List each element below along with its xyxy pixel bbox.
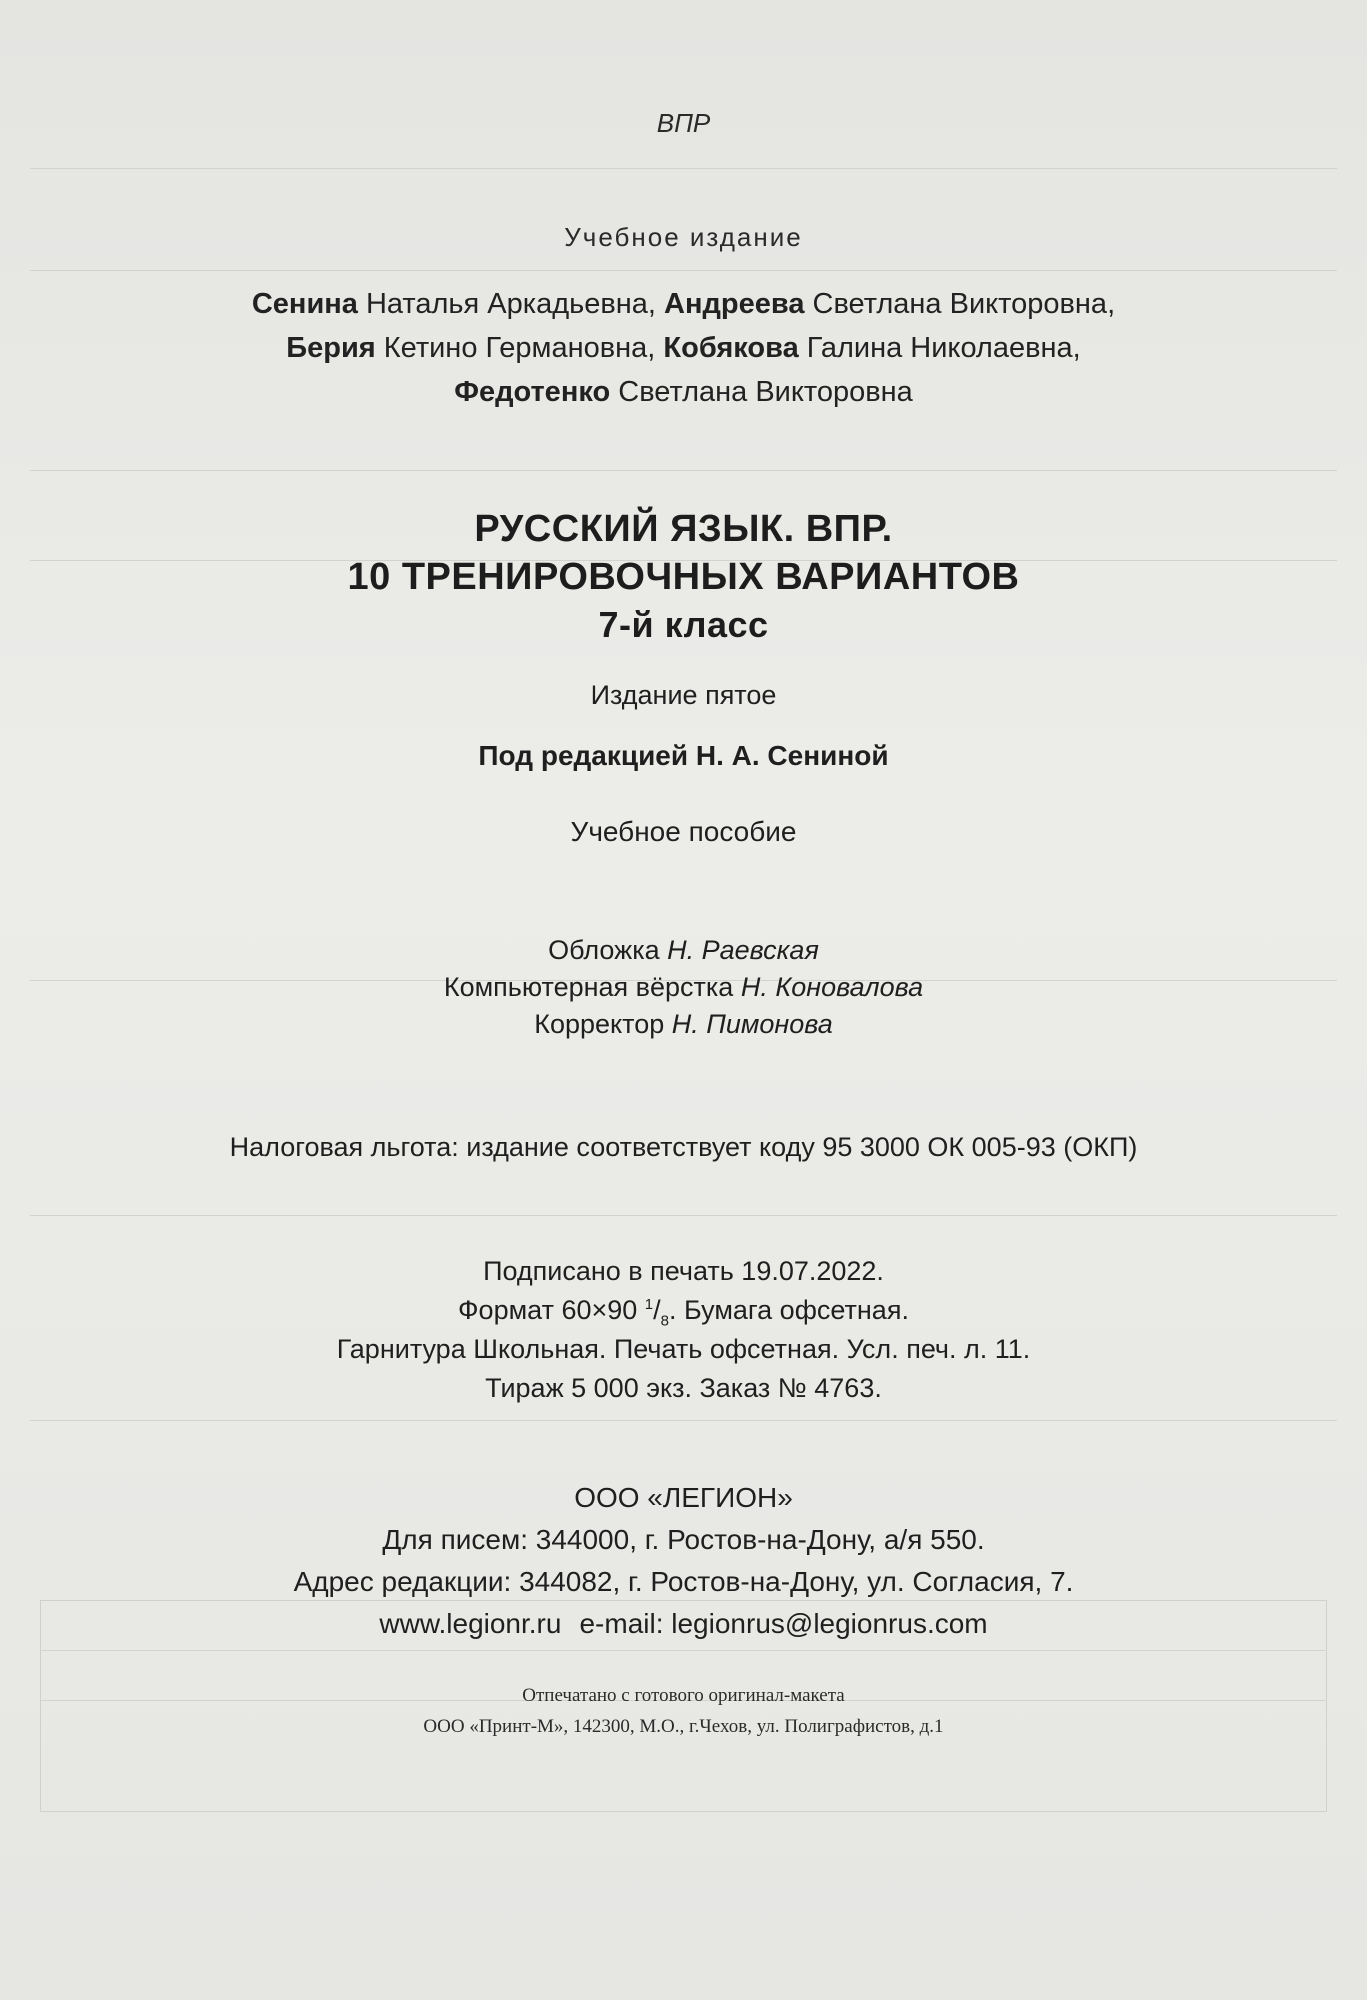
print-signed: Подписано в печать 19.07.2022. [483, 1256, 884, 1286]
print-format: Формат 60×90 $^1/_8$. Бумага офсетная. [458, 1295, 909, 1330]
bleed-through-line [30, 1215, 1337, 1216]
credit-layout [0, 972, 1367, 1003]
publisher-mail: Для писем: 344000, г. Ростов-на-Дону, а/я 550. [382, 1524, 985, 1555]
author-name: Наталья Аркадьевна, [365, 288, 656, 320]
printer-address: ООО «Принт-М», 142300, М.О., г.Чехов, ул. Полиграфистов, д.1 [423, 1716, 944, 1737]
book-grade: 7-й класс [598, 604, 769, 645]
publisher-website: www.legionr.ru [379, 1608, 562, 1639]
edition-number: Издание пятое [590, 680, 777, 710]
credit-cover [0, 935, 1367, 966]
author-name: Светлана Викторовна [618, 376, 913, 408]
format-numerator: 1 [644, 1296, 654, 1313]
credit-person: Н. Коновалова [740, 972, 924, 1002]
series-label: ВПР [656, 108, 711, 138]
credit-role: Компьютерная вёрстка [443, 972, 734, 1002]
publisher-email: e-mail: legionrus@legionrus.com [579, 1608, 988, 1639]
print-typeface: Гарнитура Школьная. Печать офсетная. Усл. печ. л. 11. [336, 1334, 1031, 1364]
printer-note: Отпечатано с готового оригинал-макета [522, 1685, 845, 1706]
author-surname: Берия [286, 332, 376, 364]
publisher-address: Адрес редакции: 344082, г. Ростов-на-Дону, ул. Согласия, 7. [293, 1566, 1074, 1597]
tax-note: Налоговая льгота: издание соответствует коду 95 3000 ОК 005-93 (ОКП) [229, 1132, 1138, 1162]
book-kind: Учебное пособие [570, 816, 797, 847]
format-denominator: 8 [660, 1312, 669, 1330]
publisher-name: ООО «ЛЕГИОН» [574, 1482, 793, 1513]
edition-type: Учебное издание [564, 222, 803, 252]
credit-person: Н. Пимонова [671, 1009, 833, 1039]
author-surname: Андреева [664, 288, 805, 320]
authors-line-3 [0, 376, 1367, 409]
author-surname: Федотенко [454, 376, 611, 408]
credit-proofreader [0, 1009, 1367, 1040]
authors-line-1 [0, 288, 1367, 321]
bleed-through-line [30, 168, 1337, 169]
format-prefix: Формат 60×90 [458, 1295, 638, 1325]
bleed-through-line [40, 1650, 1325, 1651]
author-name: Светлана Викторовна, [812, 288, 1116, 320]
author-surname: Сенина [251, 288, 358, 320]
book-title-line-1: РУССКИЙ ЯЗЫК. ВПР. [474, 508, 893, 550]
author-name: Галина Николаевна, [806, 332, 1081, 364]
authors-line-2 [0, 332, 1367, 365]
author-surname: Кобякова [663, 332, 799, 364]
bleed-through-line [30, 470, 1337, 471]
credit-person: Н. Раевская [667, 935, 819, 965]
publisher-contacts [0, 1608, 1367, 1640]
print-run: Тираж 5 000 экз. Заказ № 4763. [485, 1373, 882, 1403]
book-title-line-2: 10 ТРЕНИРОВОЧНЫХ ВАРИАНТОВ [347, 556, 1020, 598]
editor-credit: Под редакцией Н. А. Сениной [478, 740, 889, 771]
credit-role: Корректор [534, 1009, 665, 1039]
author-name: Кетино Германовна, [383, 332, 656, 364]
format-suffix: . Бумага офсетная. [669, 1295, 909, 1325]
bleed-through-line [30, 270, 1337, 271]
credit-role: Обложка [548, 935, 660, 965]
bleed-through-line [30, 1420, 1337, 1421]
